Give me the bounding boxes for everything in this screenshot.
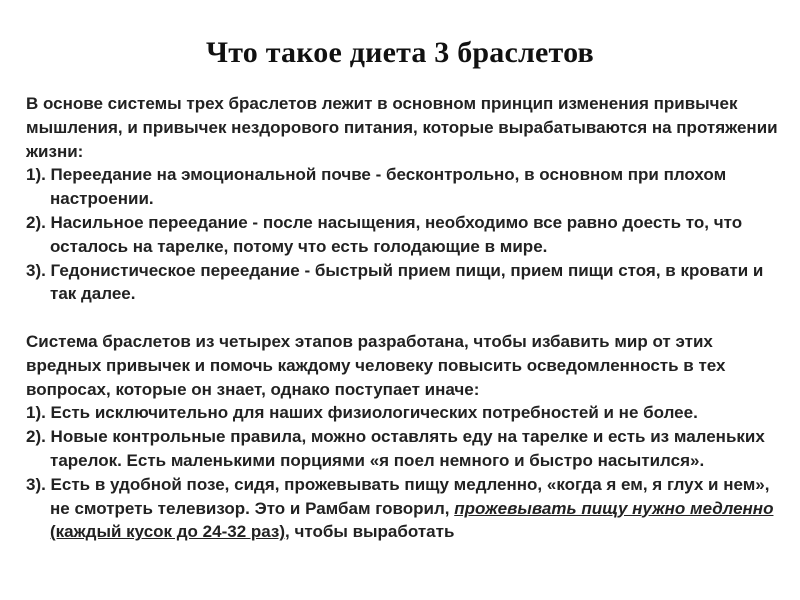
slide-title: Что такое диета 3 браслетов <box>206 36 594 69</box>
section1-intro: В основе системы трех браслетов лежит в основном принцип изменения привычек мышления, и привычек нездорового питания, которые вырабатываются на протяжении жизни: <box>26 94 778 161</box>
section1-item-1: 1). Переедание на эмоциональной почве - бесконтрольно, в основном при плохом настроении. <box>26 165 727 209</box>
section2-item-3-text: 3). Есть в удобной позе, сидя, прожевывать пищу медленно, «когда я ем, я глух и нем», не смотреть телевизор. Это и Рамбам говорил, <box>26 474 770 518</box>
section2-item-3 <box>26 473 788 544</box>
emphasized-phrase: прожевывать пищу нужно медленно <box>454 498 774 518</box>
paragraph-gap <box>26 306 788 330</box>
chew-count-note: (каждый кусок до 24-32 раз) <box>50 522 286 542</box>
section2-item-3-tail: , чтобы выработать <box>285 522 455 542</box>
section2-intro: Система браслетов из четырех этапов разработана, чтобы избавить мир от этих вредных привычек и помочь каждому человеку повысить осведомленность в тех вопросах, которые он знает, однако поступает иначе: <box>26 331 726 399</box>
section1-item-3: 3). Гедонистическое переедание - быстрый прием пищи, прием пищи стоя, в кровати и так далее. <box>26 260 764 304</box>
section1-item-2: 2). Насильное переедание - после насыщения, необходимо все равно доесть то, что осталось на тарелке, потому что есть голодающие в мире. <box>26 212 743 256</box>
section2-item-1: 1). Есть исключительно для наших физиологических потребностей и не более. <box>26 403 698 423</box>
slide-body <box>26 92 788 544</box>
section2-item-2: 2). Новые контрольные правила, можно оставлять еду на тарелке и есть из маленьких тарелок. Есть маленькими порциями «я поел немного и быстро насытился». <box>26 427 765 470</box>
